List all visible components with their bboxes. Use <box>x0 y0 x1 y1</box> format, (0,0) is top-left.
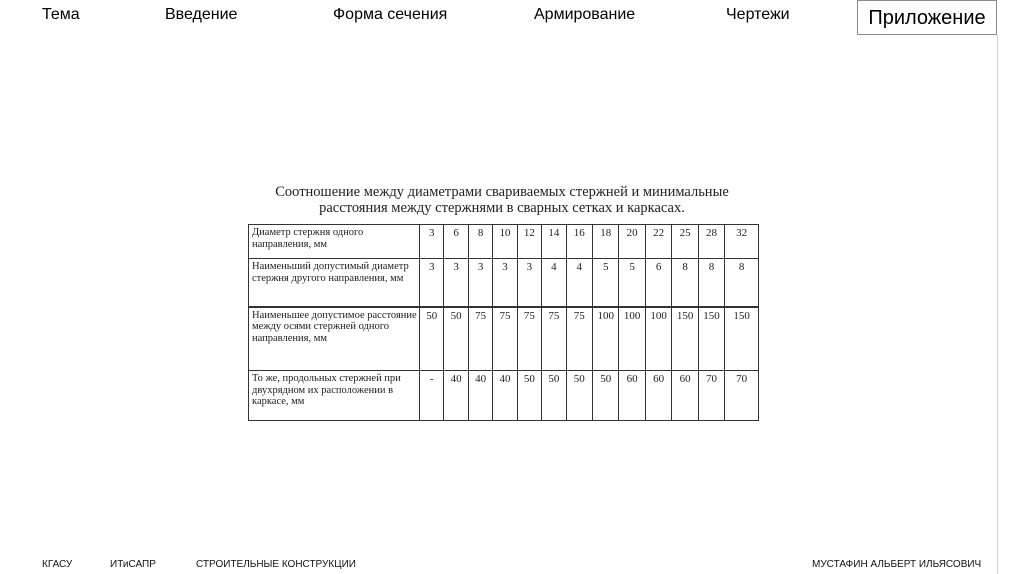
table-cell: 12 <box>517 225 541 259</box>
table-cell: 3 <box>420 259 444 307</box>
spec-table <box>248 224 759 421</box>
table-cell: 18 <box>593 225 619 259</box>
table-cell: 100 <box>593 307 619 371</box>
table-cell: 16 <box>566 225 592 259</box>
table-cell: 100 <box>645 307 671 371</box>
table-cell: 60 <box>672 371 698 421</box>
table-cell: 75 <box>566 307 592 371</box>
row-label: То же, продольных стержней при двухрядном их расположении в каркасе, мм <box>249 371 420 421</box>
table-cell: 150 <box>698 307 724 371</box>
table-cell: 75 <box>542 307 566 371</box>
nav-item-vvedenie[interactable]: Введение <box>165 6 238 23</box>
nav-item-armirovanie[interactable]: Армирование <box>534 6 636 23</box>
table-cell: 28 <box>698 225 724 259</box>
divider <box>997 35 998 574</box>
table-cell: 3 <box>517 259 541 307</box>
footer-course: СТРОИТЕЛЬНЫЕ КОНСТРУКЦИИ <box>196 559 356 570</box>
table-cell: 75 <box>493 307 517 371</box>
table-cell: 3 <box>493 259 517 307</box>
table-row <box>249 307 759 371</box>
table-cell: 20 <box>619 225 645 259</box>
nav-item-tema[interactable]: Тема <box>42 6 80 23</box>
table-cell: 40 <box>468 371 492 421</box>
table-cell: 6 <box>444 225 468 259</box>
figure-title <box>244 184 760 216</box>
table-cell: 25 <box>672 225 698 259</box>
table-row <box>249 225 759 259</box>
table-cell: 8 <box>725 259 759 307</box>
footer-org: КГАСУ <box>42 559 73 570</box>
table-cell: 50 <box>542 371 566 421</box>
table-cell: 75 <box>517 307 541 371</box>
row-label: Диаметр стержня одного направления, мм <box>249 225 420 259</box>
row-label: Наименьший допустимый диаметр стержня другого направления, мм <box>249 259 420 307</box>
table-cell: 40 <box>493 371 517 421</box>
nav-item-forma-secheniya[interactable]: Форма сечения <box>333 6 448 23</box>
table-cell: - <box>420 371 444 421</box>
table-cell: 50 <box>444 307 468 371</box>
table-cell: 14 <box>542 225 566 259</box>
table-cell: 70 <box>725 371 759 421</box>
table-cell: 60 <box>619 371 645 421</box>
row-label: Наименьшее допустимое расстояние между осями стержней одного направления, мм <box>249 307 420 371</box>
table-cell: 22 <box>645 225 671 259</box>
table-cell: 32 <box>725 225 759 259</box>
table-cell: 8 <box>698 259 724 307</box>
nav-item-chertezhi[interactable]: Чертежи <box>726 6 790 23</box>
table-cell: 8 <box>672 259 698 307</box>
table-cell: 70 <box>698 371 724 421</box>
table-cell: 50 <box>593 371 619 421</box>
table-cell: 5 <box>619 259 645 307</box>
figure-title-line-2: расстояния между стержнями в сварных сетках и каркасах. <box>319 200 685 216</box>
table-cell: 3 <box>444 259 468 307</box>
table-cell: 6 <box>645 259 671 307</box>
table-figure <box>244 180 760 424</box>
footer-dept: ИТиСАПР <box>110 559 156 570</box>
nav-item-prilozhenie-active[interactable]: Приложение <box>857 0 997 35</box>
figure-title-line-1: Соотношение между диаметрами свариваемых стержней и минимальные <box>275 184 729 200</box>
table-row <box>249 259 759 307</box>
table-cell: 10 <box>493 225 517 259</box>
table-cell: 75 <box>468 307 492 371</box>
table-cell: 150 <box>672 307 698 371</box>
table-cell: 5 <box>593 259 619 307</box>
table-cell: 3 <box>420 225 444 259</box>
table-cell: 40 <box>444 371 468 421</box>
table-cell: 3 <box>468 259 492 307</box>
table-cell: 60 <box>645 371 671 421</box>
table-row <box>249 371 759 421</box>
table-cell: 50 <box>420 307 444 371</box>
table-cell: 150 <box>725 307 759 371</box>
table-cell: 50 <box>566 371 592 421</box>
table-cell: 4 <box>566 259 592 307</box>
table-cell: 4 <box>542 259 566 307</box>
table-cell: 100 <box>619 307 645 371</box>
table-cell: 8 <box>468 225 492 259</box>
footer-author: МУСТАФИН АЛЬБЕРТ ИЛЬЯСОВИЧ <box>812 559 982 570</box>
table-cell: 50 <box>517 371 541 421</box>
